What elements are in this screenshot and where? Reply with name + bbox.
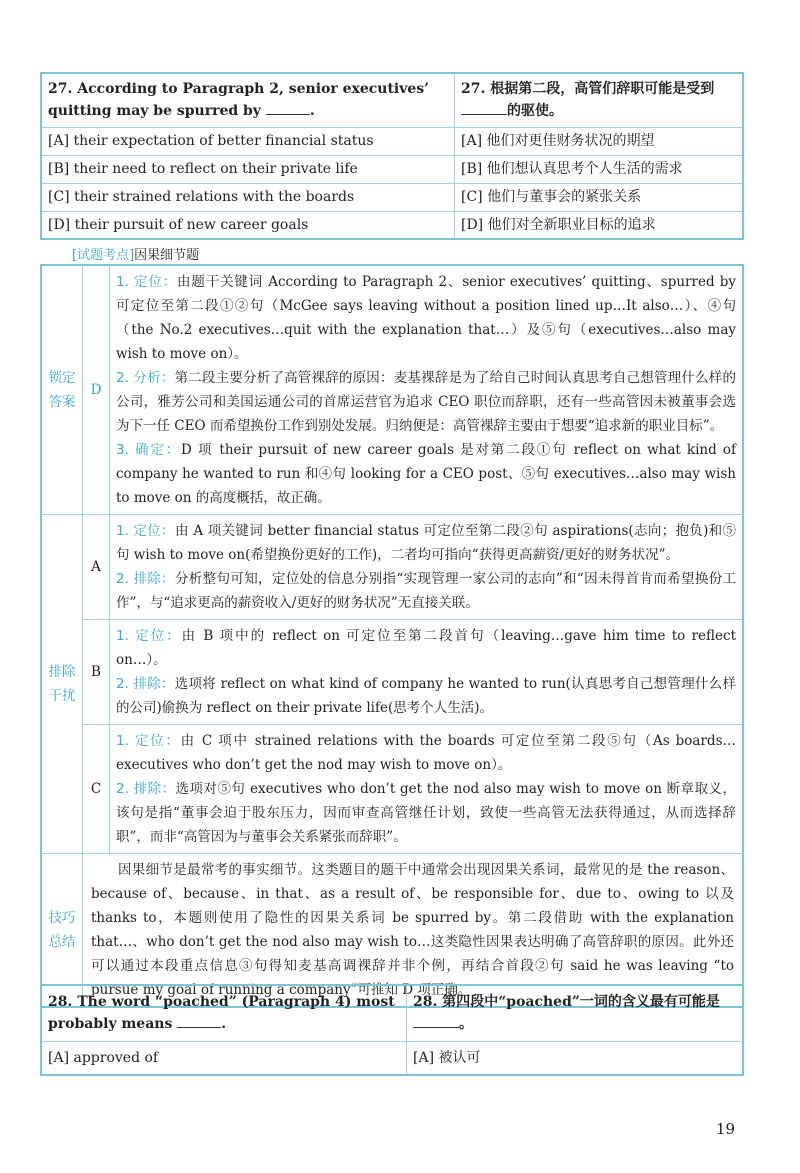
step-text: 选项对⑤句 executives who don’t get the nod also may wish to move on 断章取义，该句是指“董事会迫于股东压力，因而审查高管继任计划，致使一些高管无法获得通过，从而选择辞职”，而非“高管因为与董事会关系紧张而辞职”。: [116, 781, 737, 845]
exclude-a-body: [110, 515, 744, 620]
option-c-en: [C] their strained relations with the boards: [41, 183, 455, 211]
exclude-c-step-1: [116, 729, 736, 777]
lock-step-3: [116, 438, 736, 510]
step-text: 由 A 项关键词 better financial status 可定位至第二段②句 aspirations(志向；抱负)和⑤句 wish to move on(希望换份更好的工作)，二者均可指向“获得更高薪资/更好的财务状况”。: [116, 523, 737, 563]
step-text: 第二段主要分析了高管裸辞的原因：麦基裸辞是为了给自己时间认真思考自己想管理什么样的公司，雅芳公司和美国运通公司的首席运营官为追求 CEO 职位而辞职，还有一些高管因未被董事会选为下一任 CEO 而希望换份工作到别处发展。归纳便是：高管裸辞主要由于想要“追求新的职业目标”。: [116, 370, 737, 434]
step-text: 由 C 项中 strained relations with the boards 可定位至第二段⑤句（As boards…executives who don’t get the nod may wish to move on）。: [116, 733, 737, 773]
step-text: 选项将 reflect on what kind of company he wanted to run(认真思考自己想管理什么样的公司)偷换为 reflect on their private life(思考个人生活)。: [116, 676, 736, 716]
option-a-en: [A] approved of: [41, 1041, 407, 1075]
step-label: 1. 定位：: [116, 733, 181, 749]
question-28-cn-end: 。: [459, 1016, 473, 1033]
option-a-cn: [A] 他们对更佳财务状况的期望: [455, 127, 744, 155]
option-a-en: [A] their expectation of better financial status: [41, 127, 455, 155]
option-d-cn: [D] 他们对全新职业目标的追求: [455, 211, 744, 239]
tips-summary-label: 技巧总结: [41, 854, 83, 1008]
step-label: 1. 定位：: [116, 628, 182, 644]
analysis-table: [40, 264, 744, 1011]
step-text: 分析整句可知，定位处的信息分别指“实现管理一家公司的志向”和“因未得首肯而希望换份工作”，与“追求更高的薪资收入/更好的财务状况”无直接关联。: [116, 571, 736, 611]
answer-blank: [177, 1027, 221, 1028]
step-label: 3. 确定：: [116, 442, 182, 458]
step-text: D 项 their pursuit of new career goals 是对第二段①句 reflect on what kind of company he wanted to run 和④句 looking for a CEO post、⑤句 executives…also may wish to move on 的高度概括，故正确。: [116, 442, 737, 506]
step-label: 2. 排除：: [116, 781, 176, 797]
option-letter-a: A: [83, 515, 110, 620]
answer-blank: [413, 1027, 459, 1028]
answer-blank: [461, 114, 507, 115]
exclude-b-step-2: [116, 672, 736, 720]
question-27-en-end: .: [309, 103, 315, 120]
option-row-d: [41, 211, 743, 239]
question-27-header-row: [41, 73, 743, 127]
question-28-cn: [407, 985, 744, 1041]
exclude-b-step-1: [116, 624, 736, 672]
exclude-row-c: [41, 725, 743, 854]
question-27-en: [41, 73, 455, 127]
lock-step-2: [116, 366, 736, 438]
option-b-cn: [B] 他们想认真思考个人生活的需求: [455, 155, 744, 183]
option-row-c: [41, 183, 743, 211]
test-point: [72, 244, 199, 263]
option-letter-b: B: [83, 620, 110, 725]
question-28-en-text: 28. The word “poached” (Paragraph 4) most probably means: [48, 994, 395, 1033]
tips-summary-text: 因果细节是最常考的事实细节。这类题目的题干中通常会出现因果关系词，最常见的是 the reason、because of、because、in that、as a result of、be responsible for、due to、owing to 以及 thanks to，本题则使用了隐性的因果关系词 be spurred by。第二段借助 with the explanation that…、who don’t get the nod also may wish to…这类隐性因果表达明确了高管辞职的原因。此外还可以通过本段重点信息③句得知麦基高调裸辞并非个例，再结合首段②句 said he was leaving “to pursue my goal of running a company”可推知 D 项正确。: [83, 854, 744, 1008]
step-text: 由 B 项中的 reflect on 可定位至第二段首句（leaving…gave him time to reflect on…）。: [116, 628, 736, 668]
exclude-row-a: [41, 515, 743, 620]
page-number: 19: [716, 1120, 736, 1138]
lock-answer-label: 锁定答案: [41, 265, 83, 515]
question-28-header-row: [41, 985, 743, 1041]
question-27-cn-text: 27. 根据第二段，高管们辞职可能是受到: [461, 81, 715, 98]
exclude-b-body: [110, 620, 744, 725]
exclude-distractors-label: 排除干扰: [41, 515, 83, 854]
test-point-label: [试题考点]: [72, 248, 135, 263]
question-28-table: [40, 984, 744, 1076]
exclude-c-step-2: [116, 777, 736, 849]
step-label: 2. 分析：: [116, 370, 175, 386]
option-row-a: [41, 1041, 743, 1075]
test-point-value: 因果细节题: [134, 248, 200, 263]
question-27-cn: [455, 73, 744, 127]
option-row-a: [41, 127, 743, 155]
exclude-a-step-1: [116, 519, 736, 567]
option-row-b: [41, 155, 743, 183]
option-b-en: [B] their need to reflect on their private life: [41, 155, 455, 183]
step-label: 2. 排除：: [116, 676, 175, 692]
question-28-cn-text: 28. 第四段中“poached”一词的含义最有可能是: [413, 994, 720, 1011]
lock-step-1: [116, 270, 736, 366]
question-28-en: [41, 985, 407, 1041]
question-28-en-end: .: [221, 1016, 227, 1033]
option-d-en: [D] their pursuit of new career goals: [41, 211, 455, 239]
question-27-cn-end: 的驱使。: [507, 103, 563, 120]
option-letter-c: C: [83, 725, 110, 854]
exclude-row-b: [41, 620, 743, 725]
step-label: 1. 定位：: [116, 274, 178, 290]
correct-answer-letter: D: [83, 265, 110, 515]
exclude-c-body: [110, 725, 744, 854]
option-a-cn: [A] 被认可: [407, 1041, 744, 1075]
step-label: 2. 排除：: [116, 571, 176, 587]
question-27-en-text: 27. According to Paragraph 2, senior executives’ quitting may be spurred by: [48, 81, 430, 120]
step-label: 1. 定位：: [116, 523, 175, 539]
option-c-cn: [C] 他们与董事会的紧张关系: [455, 183, 744, 211]
question-27-table: [40, 72, 744, 240]
lock-answer-row: [41, 265, 743, 515]
answer-blank: [266, 114, 310, 115]
step-text: 由题干关键词 According to Paragraph 2、senior executives’ quitting、spurred by 可定位至第二段①②句（McGee says leaving without a position lined up…It also…）、④句（the No.2 executives…quit with the explanation that…）及⑤句（executives…also may wish to move on）。: [116, 274, 736, 362]
exclude-a-step-2: [116, 567, 736, 615]
lock-answer-body: [110, 265, 744, 515]
